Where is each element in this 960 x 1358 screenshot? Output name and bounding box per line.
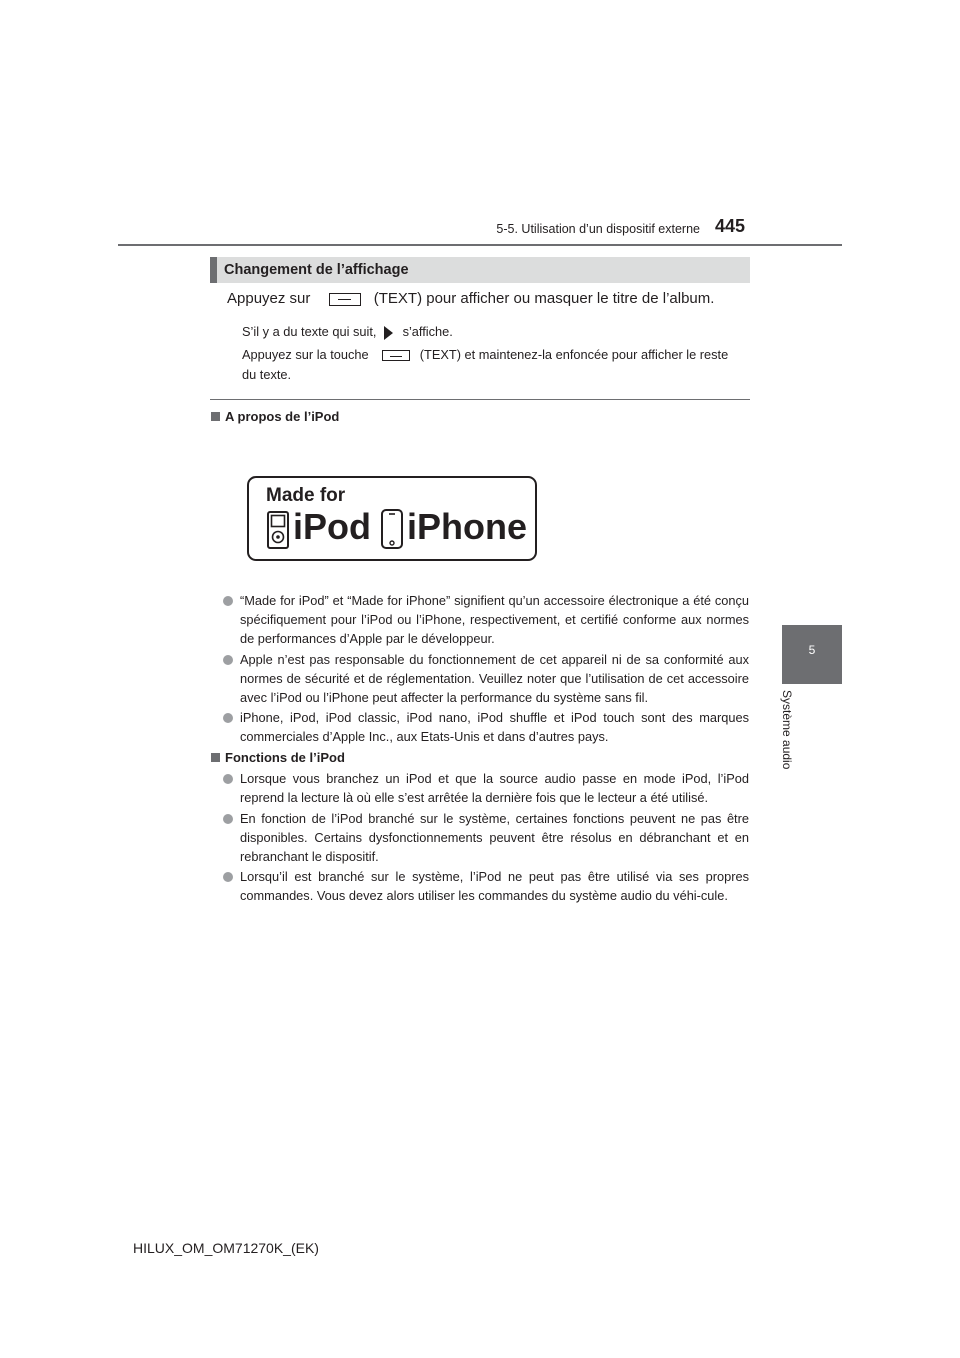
footer-doc-code: HILUX_OM_OM71270K_(EK)	[133, 1240, 319, 1256]
section-header-accent	[210, 257, 217, 283]
chapter-number: 5	[808, 643, 816, 657]
list-item	[223, 868, 749, 906]
logo-ipod-text: iPod	[293, 506, 371, 547]
ipod-functions-heading	[211, 750, 345, 765]
square-bullet-icon	[211, 753, 220, 762]
chapter-title-vertical	[780, 690, 810, 780]
note-hold-button	[242, 347, 728, 362]
bullet-dot-icon	[223, 596, 233, 606]
bullet-dot-icon	[223, 814, 233, 824]
header-section-title: 5-5. Utilisation d’un dispositif externe	[496, 222, 700, 236]
chapter-title: Système audio	[780, 690, 794, 770]
iphone-icon	[381, 509, 403, 549]
note2-line2: du texte.	[242, 367, 292, 382]
bullet-text: Lorsqu’il est branché sur le système, l’iPod ne peut pas être utilisé via ses propres commandes. Vous devez alors utiliser les commandes du système audio du véhi-cule.	[240, 869, 749, 903]
square-bullet-icon	[211, 412, 220, 421]
section-divider	[210, 399, 750, 400]
made-for-ipod-iphone-logo	[247, 476, 537, 561]
bullet-dot-icon	[223, 655, 233, 665]
logo-iphone-text: iPhone	[407, 506, 528, 547]
bullet-dot-icon	[223, 713, 233, 723]
note1-text-before: S’il y a du texte qui suit,	[242, 324, 377, 339]
bullet-text: Lorsque vous branchez un iPod et que la source audio passe en mode iPod, l’iPod reprend la lecture là où elle s’est arrêtée la dernière fois que le lecteur a été utilisé.	[240, 771, 749, 805]
bullet-text: “Made for iPod” et “Made for iPhone” signifient qu’un accessoire électronique a été conçu spécifiquement pour l’iPod ou l’iPhone, respectivement, et certifié conforme aux normes de performances d’Apple par le développeur.	[240, 593, 749, 646]
list-item	[223, 592, 749, 648]
text-button-icon	[382, 350, 410, 361]
list-item	[223, 709, 749, 747]
main-instruction	[227, 290, 714, 307]
bullet-dot-icon	[223, 872, 233, 882]
note-continuation	[242, 324, 453, 340]
instruction-text-after: (TEXT) pour afficher ou masquer le titre de l’album.	[373, 290, 715, 307]
list-item	[223, 810, 749, 866]
right-arrow-icon	[384, 326, 393, 340]
note2-text-after: (TEXT) et maintenez-la enfoncée pour afficher le reste	[419, 347, 729, 362]
bullet-text: iPhone, iPod, iPod classic, iPod nano, iPod shuffle et iPod touch sont des marques commerciales d’Apple Inc., aux Etats-Unis et dans d’autres pays.	[240, 710, 749, 744]
list-item	[223, 770, 749, 808]
bullet-text: Apple n’est pas responsable du fonctionnement de cet appareil ni de sa conformité aux normes de sécurité et de réglementation. Veuillez noter que l’utilisation de cet accessoire avec l’iPod ou l’iPhone peut affecter la performance du système sans fil.	[240, 652, 749, 705]
note2-text-before: Appuyez sur la touche	[242, 347, 369, 362]
about-ipod-heading	[211, 409, 339, 424]
logo-made-for: Made for	[266, 485, 346, 506]
ipod-functions-heading-text: Fonctions de l’iPod	[225, 750, 345, 765]
bullet-text: En fonction de l’iPod branché sur le système, certaines fonctions peuvent ne pas être disponibles. Certains dysfonctionnements peuvent être résolus en débranchant et en rebranchant le dispositif.	[240, 811, 749, 864]
about-ipod-heading-text: A propos de l’iPod	[225, 409, 340, 424]
bullet-dot-icon	[223, 774, 233, 784]
ipod-icon	[267, 511, 289, 549]
list-item	[223, 651, 749, 707]
section-title: Changement de l’affichage	[224, 262, 409, 278]
header-divider	[118, 244, 842, 246]
note1-text-after: s’affiche.	[402, 324, 453, 339]
text-button-icon	[329, 293, 361, 306]
page-number: 445	[715, 216, 746, 236]
instruction-text-before: Appuyez sur	[227, 290, 311, 307]
